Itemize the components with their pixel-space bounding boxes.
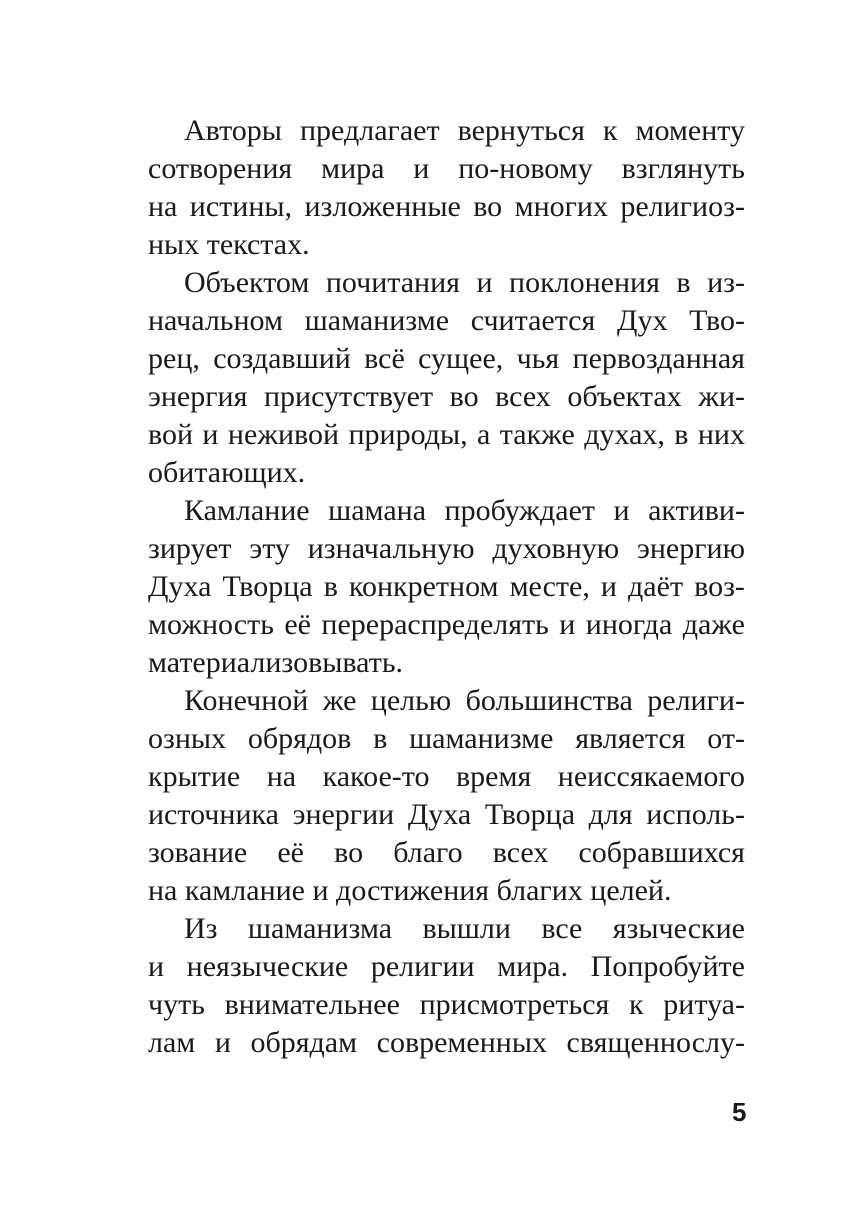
word: по-новому [458,152,593,185]
word: Объектом [184,266,310,299]
word: Попробуйте [590,950,745,983]
word: на [266,760,297,793]
word: сущее, [418,342,504,375]
word: мира. [497,950,569,983]
word: языческие [612,912,745,945]
word: изначальную [307,532,475,565]
word: иногда [585,608,673,641]
paragraph-4-line-2 [148,720,745,758]
word: в [323,570,338,603]
paragraph-3-line-1 [148,492,745,530]
word: священнослу- [566,1026,745,1059]
word: моменту [635,114,745,147]
word: во [449,380,479,413]
word: конкретном [348,570,499,603]
word: Духа [148,570,212,603]
paragraph-3-line-4 [148,606,745,644]
word: Творца [484,798,576,831]
word: даже [682,608,745,641]
paragraph-5-line-2 [148,948,745,986]
word: первозданная [572,342,745,375]
paragraph-4-line-3 [148,758,745,796]
word: духах, [584,418,665,451]
word: перераспределять [321,608,549,641]
paragraph-3-line-3 [148,568,745,606]
word: вой [148,418,194,451]
word: неязыческие [186,950,349,983]
word: все [541,912,583,945]
word: большинства [465,684,633,717]
word: для [588,798,633,831]
word: и [559,608,576,641]
word: из- [707,266,745,299]
word: время [456,760,532,793]
paragraph-3-line-5: материализовывать. [148,646,403,679]
paragraph-5-line-1 [148,910,745,948]
word: объектах [567,380,682,413]
paragraph-4-line-6: на камлание и достижения благих целей. [148,874,672,907]
word: мира [321,152,385,185]
word: благо [393,836,463,869]
word: истины, [189,190,293,223]
word: всех [492,836,549,869]
paragraph-1-line-4: ных текстах. [148,228,310,261]
word: шаманизме [409,722,554,755]
word: Камлание [184,494,310,527]
word: вернуться [457,114,585,147]
word: предлагает [300,114,440,147]
word: Из [184,912,218,945]
word: целью [370,684,452,717]
word: энергию [636,532,745,565]
word: многих [514,190,608,223]
word: месте, [509,570,590,603]
paragraph-1-line-2 [148,150,745,188]
word: воз- [694,570,745,603]
word: энергии [292,798,395,831]
word: пробуждает [444,494,596,527]
word: является [575,722,686,755]
word: крытие [148,760,241,793]
page-number: 5 [732,1097,747,1127]
word: природы, [348,418,468,451]
word: взглянуть [621,152,745,185]
word: Духа [407,798,472,831]
word: собравшихся [578,836,745,869]
word: и [613,494,630,527]
word: шамана [328,494,427,527]
word: а [477,418,491,451]
word: почитания [325,266,460,299]
word: них [697,418,745,451]
word: чуть [148,988,205,1021]
word: какое-то [322,760,430,793]
word: во [473,190,503,223]
word: религии [370,950,475,983]
paragraph-2-line-2 [148,302,745,340]
word: обрядам [250,1026,358,1059]
word: Тво- [689,304,745,337]
word: религи- [647,684,745,717]
word: присмотреться [419,988,610,1021]
word: начальном [148,304,283,337]
word: в [674,418,689,451]
word: шаманизма [247,912,393,945]
word: изложенные [304,190,461,223]
word: эту [249,532,290,565]
word: шаманизме [304,304,450,337]
word: всех [495,380,551,413]
word: исполь- [646,798,745,831]
word: обрядов [247,722,352,755]
word: рец, [148,342,200,375]
word: считается [470,304,596,337]
paragraph-1-line-1 [148,112,745,150]
paragraph-5-line-4 [148,1024,745,1062]
word: внимательнее [224,988,400,1021]
word: сотворения [148,152,293,185]
word: ритуа- [663,988,745,1021]
paragraph-4-line-4 [148,796,745,834]
word: к [629,988,644,1021]
paragraph-1-line-3 [148,188,745,226]
word: чья [516,342,560,375]
word: всё [364,342,405,375]
word: и [202,418,219,451]
paragraph-3-line-2 [148,530,745,568]
word: присутствует [263,380,434,413]
word: же [322,684,357,717]
word: в [676,266,691,299]
word: на [148,190,178,223]
word: духовную [492,532,620,565]
word: неживой [227,418,340,451]
word: во [334,836,364,869]
paragraph-4-line-5 [148,834,745,872]
word: вышли [422,912,511,945]
word: к [602,114,618,147]
word: жи- [698,380,745,413]
word: её [277,836,304,869]
word: Конечной [184,684,309,717]
word: и [214,1026,231,1059]
word: неиссякаемого [557,760,745,793]
word: озных [148,722,227,755]
paragraph-4-line-1 [148,682,745,720]
paragraph-2-line-3 [148,340,745,378]
word: и [148,950,165,983]
word: лам [148,1026,196,1059]
word: создавший [213,342,351,375]
word: Дух [617,304,668,337]
word: и [476,266,493,299]
word: от- [707,722,745,755]
word: современных [376,1026,547,1059]
paragraph-5-line-3 [148,986,745,1024]
word: зирует [148,532,232,565]
word: её [284,608,311,641]
paragraph-2-line-4 [148,378,745,416]
word: религиоз- [620,190,745,223]
word: можность [148,608,274,641]
word: поклонения [509,266,660,299]
word: также [499,418,575,451]
word: активи- [648,494,745,527]
word: зование [148,836,248,869]
word: в [373,722,388,755]
word: источника [148,798,279,831]
word: энергия [148,380,248,413]
word: даёт [628,570,684,603]
paragraph-2-line-1 [148,264,745,302]
word: Творца [222,570,313,603]
word: и [600,570,617,603]
word: Авторы [184,114,282,147]
word: и [413,152,430,185]
paragraph-2-line-5 [148,416,745,454]
paragraph-2-line-6: обитающих. [148,456,306,489]
